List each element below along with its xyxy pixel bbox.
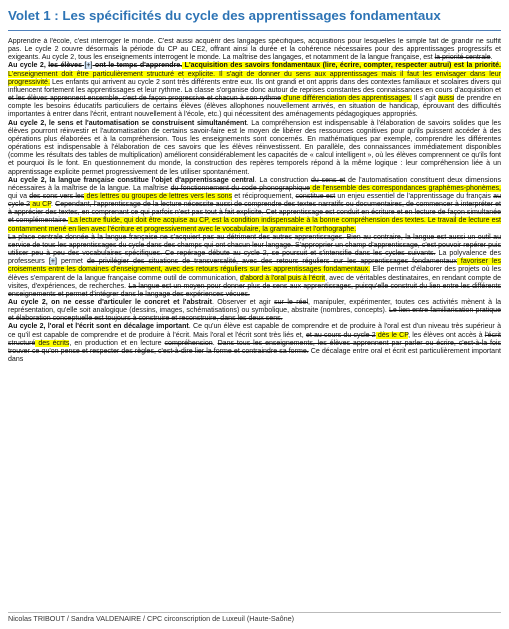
deleted-text: Dans tous les enseignements, les élèves apprennent par parler ou écrire, c'est-à-la fois trouver ce qu'on pense et respecter des règles, c'est-à-dire lier la forme et contraindre sa forme.: [8, 339, 501, 355]
text-run: Au cycle 2,: [8, 62, 49, 70]
deleted-text: constitue est: [295, 192, 336, 200]
highlighted-text: aussi: [438, 95, 455, 103]
paragraph: [8, 62, 501, 119]
deleted-text: La langue est un moyen pour donner plus de sens aux apprentissages, puisqu'elle construit du lien entre les différents enseignements et permet d'intégrer dans le langage des expériences vécues.: [8, 282, 501, 298]
text-run: Au cycle 2, le sens et l'automatisation se construisent simultanément: [8, 119, 247, 127]
text-run: un enjeu essentiel de l'apprentissage du français: [335, 192, 494, 200]
deleted-text: et au cours du cycle 2: [305, 331, 376, 339]
highlighted-text: L'enseignement doit être particulièrement structuré et explicite. Il s'agit de donner du sens aux apprentissages mais il faut les envisager dans leur progressivité.: [8, 70, 501, 86]
text-run: Au cycle 2, la langue française constitue l'objet d'apprentissage central: [8, 176, 255, 184]
highlighted-text: des lettres ou groupes de lettres vers les sons: [84, 192, 233, 200]
text-run: . Observer et agir: [211, 299, 275, 306]
paragraph: [8, 299, 501, 323]
document-body: [8, 38, 501, 608]
comment-marker[interactable]: [+]: [48, 258, 57, 266]
text-run: de l'automatisation constituent deux dimensions nécessaires à la maîtrise de la langue. La maîtrise: [8, 176, 501, 192]
text-run: et réciproquement,: [232, 192, 296, 200]
text-run: La polyvalence des professeurs: [8, 250, 501, 266]
text-run: .: [490, 54, 493, 62]
text-run: Il s'agit: [411, 95, 439, 103]
text-run: , avec de véritables destinataires, en rendant compte de visites, d'expériences, de recherches.: [8, 274, 501, 290]
highlighted-text: dès le CP: [375, 331, 409, 339]
text-run: permet: [56, 258, 87, 266]
deleted-text: ont le temps d'apprendre.: [92, 62, 183, 70]
text-run: .: [212, 339, 218, 347]
deleted-text: compréhension: [164, 339, 213, 347]
deleted-text: sur le réel: [274, 299, 309, 306]
highlighted-text: favoriser les croisements entre les domaines d'enseignement, avec des retours réguliers sur les apprentissages fondamentaux.: [8, 258, 501, 274]
text-run: qui va: [8, 192, 30, 200]
text-run: .: [51, 201, 56, 209]
text-run: de prendre en compte les besoins éducatifs particuliers de certains élèves (élèves allophones nouvellement arrivés, en situation de handicap, éprouvant des difficultés importantes à entrer dans l'écrit, entrant nouvellement à l'école, etc.) qui nécessitent des aménagements pédagogiques appropriés.: [8, 95, 501, 119]
text-run: Au cycle 2, on ne cesse d'articuler le concret et l'abstrait: [8, 299, 212, 306]
highlighted-text: La lecture fluide, qui doit être acquise au CP, est la condition indispensable à la bonne compréhension des textes. Le travail de lecture est contamment mené en lien avec l'écriture et progressivement avec le vocabulaire, la grammaire et l'orthographe.: [8, 217, 501, 233]
comment-marker[interactable]: [+]: [84, 62, 93, 70]
paragraph: [8, 38, 501, 62]
text-run: Les enfants qui arrivent au cycle 2 sont très différents entre eux. Ils ont grandi et ont appris dans des contextes familiaux et scolaires divers qui influencent fortement les apprentissages et leur rythme. La classe s'organise donc autour de reprises constantes des connaissances en cours d'acquisition et: [8, 78, 501, 94]
section-title: Volet 1 : Les spécificités du cycle des apprentissages fondamentaux: [8, 6, 501, 31]
page-footer: Nicolas TRIBOUT / Sandra VALDENAIRE / CPC circonscription de Luxeuil (Haute-Saône): [8, 612, 501, 626]
deleted-text: du fonctionnement du code phonographique: [170, 184, 311, 192]
deleted-text: l'écrit structuré: [8, 331, 501, 347]
deleted-text: au cycle 2: [8, 192, 501, 209]
deleted-text: Cependant, l'apprentissage de la lecture nécessite aussi de comprendre des textes narratifs ou documentaires, de commencer à interpréter et à apprécier des textes, en comprenant ce qui parfois n'est pas tout à fait explicite. Cet apprentissage est conduit en écriture et en lecture de façon simultanée et complémentaire.: [8, 201, 501, 225]
deleted-text: la priorité centrale: [434, 54, 491, 62]
text-run: Ce décalage entre oral et écrit est particulièrement important dans: [8, 347, 501, 364]
paragraph: [8, 120, 501, 177]
highlighted-text: L'acquisition des savoirs fondamentaux (lire, écrire, compter, respecter autrui) est la priorité.: [182, 62, 501, 70]
deleted-text: des sons vers les: [29, 192, 85, 200]
text-run: . La construction: [254, 176, 311, 184]
deleted-text: Le lien entre familiarisation pratique et élaboration conceptuelle est toujours à construire et reconstruire, dans les deux sens.: [8, 307, 501, 323]
highlighted-text: au CP: [30, 201, 52, 209]
deleted-text: de privilégier des situations de transversalité, avec des retours réguliers sur les apprentissages fondamentaux: [86, 258, 457, 266]
highlighted-text: d'abord à l'oral puis à l'écrit: [239, 274, 326, 282]
deleted-text: du sens et: [310, 176, 346, 184]
deleted-text: les élèves: [48, 62, 85, 70]
highlighted-text: de l'ensemble des correspondances graphèmes-phonèmes,: [310, 184, 501, 192]
deleted-text: et les élèves apprennent ensemble, c'est de façon progressive et chacun à son rythme: [8, 95, 282, 103]
highlighted-text: des écrits: [35, 339, 70, 347]
text-run: Au cycle 2, l'oral et l'écrit sont en décalage important: [8, 323, 189, 331]
text-run: Apprendre à l'école, c'est interroger le monde. C'est aussi acquérir des langages spécifiques, acquisitions pour lesquelles le simple fait de grandir ne suffit pas. Le cycle 2 couvre désormais la période du CP au CE2, offrant ainsi la durée et la cohérence nécessaires pour des apprentissages progressifs et exigeants. Au cycle 2, tous les enseignements interrogent le monde. La maîtrise des langages, et notamment de la langue française, est: [8, 38, 501, 62]
text-run: Elle permet d'élaborer des projets où les élèves s'emparent de la langue française comme outil de communication,: [8, 266, 501, 282]
paragraph: [8, 323, 501, 364]
text-run: , manipuler, expérimenter, toutes ces activités mènent à la représentation, qu'elle soit analogique (dessins, images, schématisations) ou symbolique, abstraite (nombres, concepts).: [8, 299, 501, 315]
paragraph: [8, 234, 501, 299]
text-run: . La compréhension est indispensable à l'élaboration de savoirs solides que les élèves pourront réinvestir et l'automatisation de certains savoir-faire est le moyen de libérer des ressources cognitives pour qu'ils puissent accéder à des opérations plus élaborées et à la compréhension. Tous les enseignements sont concernés. En mathématiques par exemple, comprendre les différentes opérations est indispensable à l'élaboration de ces savoirs que les élèves réinvestissent. En parallèle, des connaissances immédiatement disponibles (comme les résultats des tables de multiplication) améliorent considérablement les capacités de « calcul intelligent », où les élèves comprennent ce qu'ils font et pourquoi ils le font. En questionnement du monde, la construction des repères temporels répond à la même logique : leur compréhension liée à un apprentissage explicite permet progressivement de les utiliser spontanément.: [8, 119, 501, 176]
deleted-text: La place centrale donnée à la langue française ne s'acquiert pas au détriment des autres apprentissages. Bien au contraire, la langue est aussi un outil au service de tous les apprentissages du cycle dans des champs qui ont chacun leur langage. S'approprier un champ d'apprentissage, c'est pouvoir repérer puis utiliser peu à peu des vocabulaires spécifiques. Ce repérage débute au cycle 2, se poursuit et s'intensifie dans les cycles suivants.: [8, 233, 501, 258]
text-run: . Ce qu'un élève est capable de comprendre et de produire à l'oral est d'un niveau très supérieur à ce qu'il est capable de comprendre et de produire à l'écrit. Mais l'oral et l'écrit sont très liés et,: [8, 323, 501, 339]
text-run: , en production et en lecture: [69, 339, 165, 347]
highlighted-text: d'une différenciation des apprentissages.: [281, 95, 412, 103]
paragraph: [8, 177, 501, 234]
text-run: , les élèves ont accès à: [408, 331, 485, 339]
